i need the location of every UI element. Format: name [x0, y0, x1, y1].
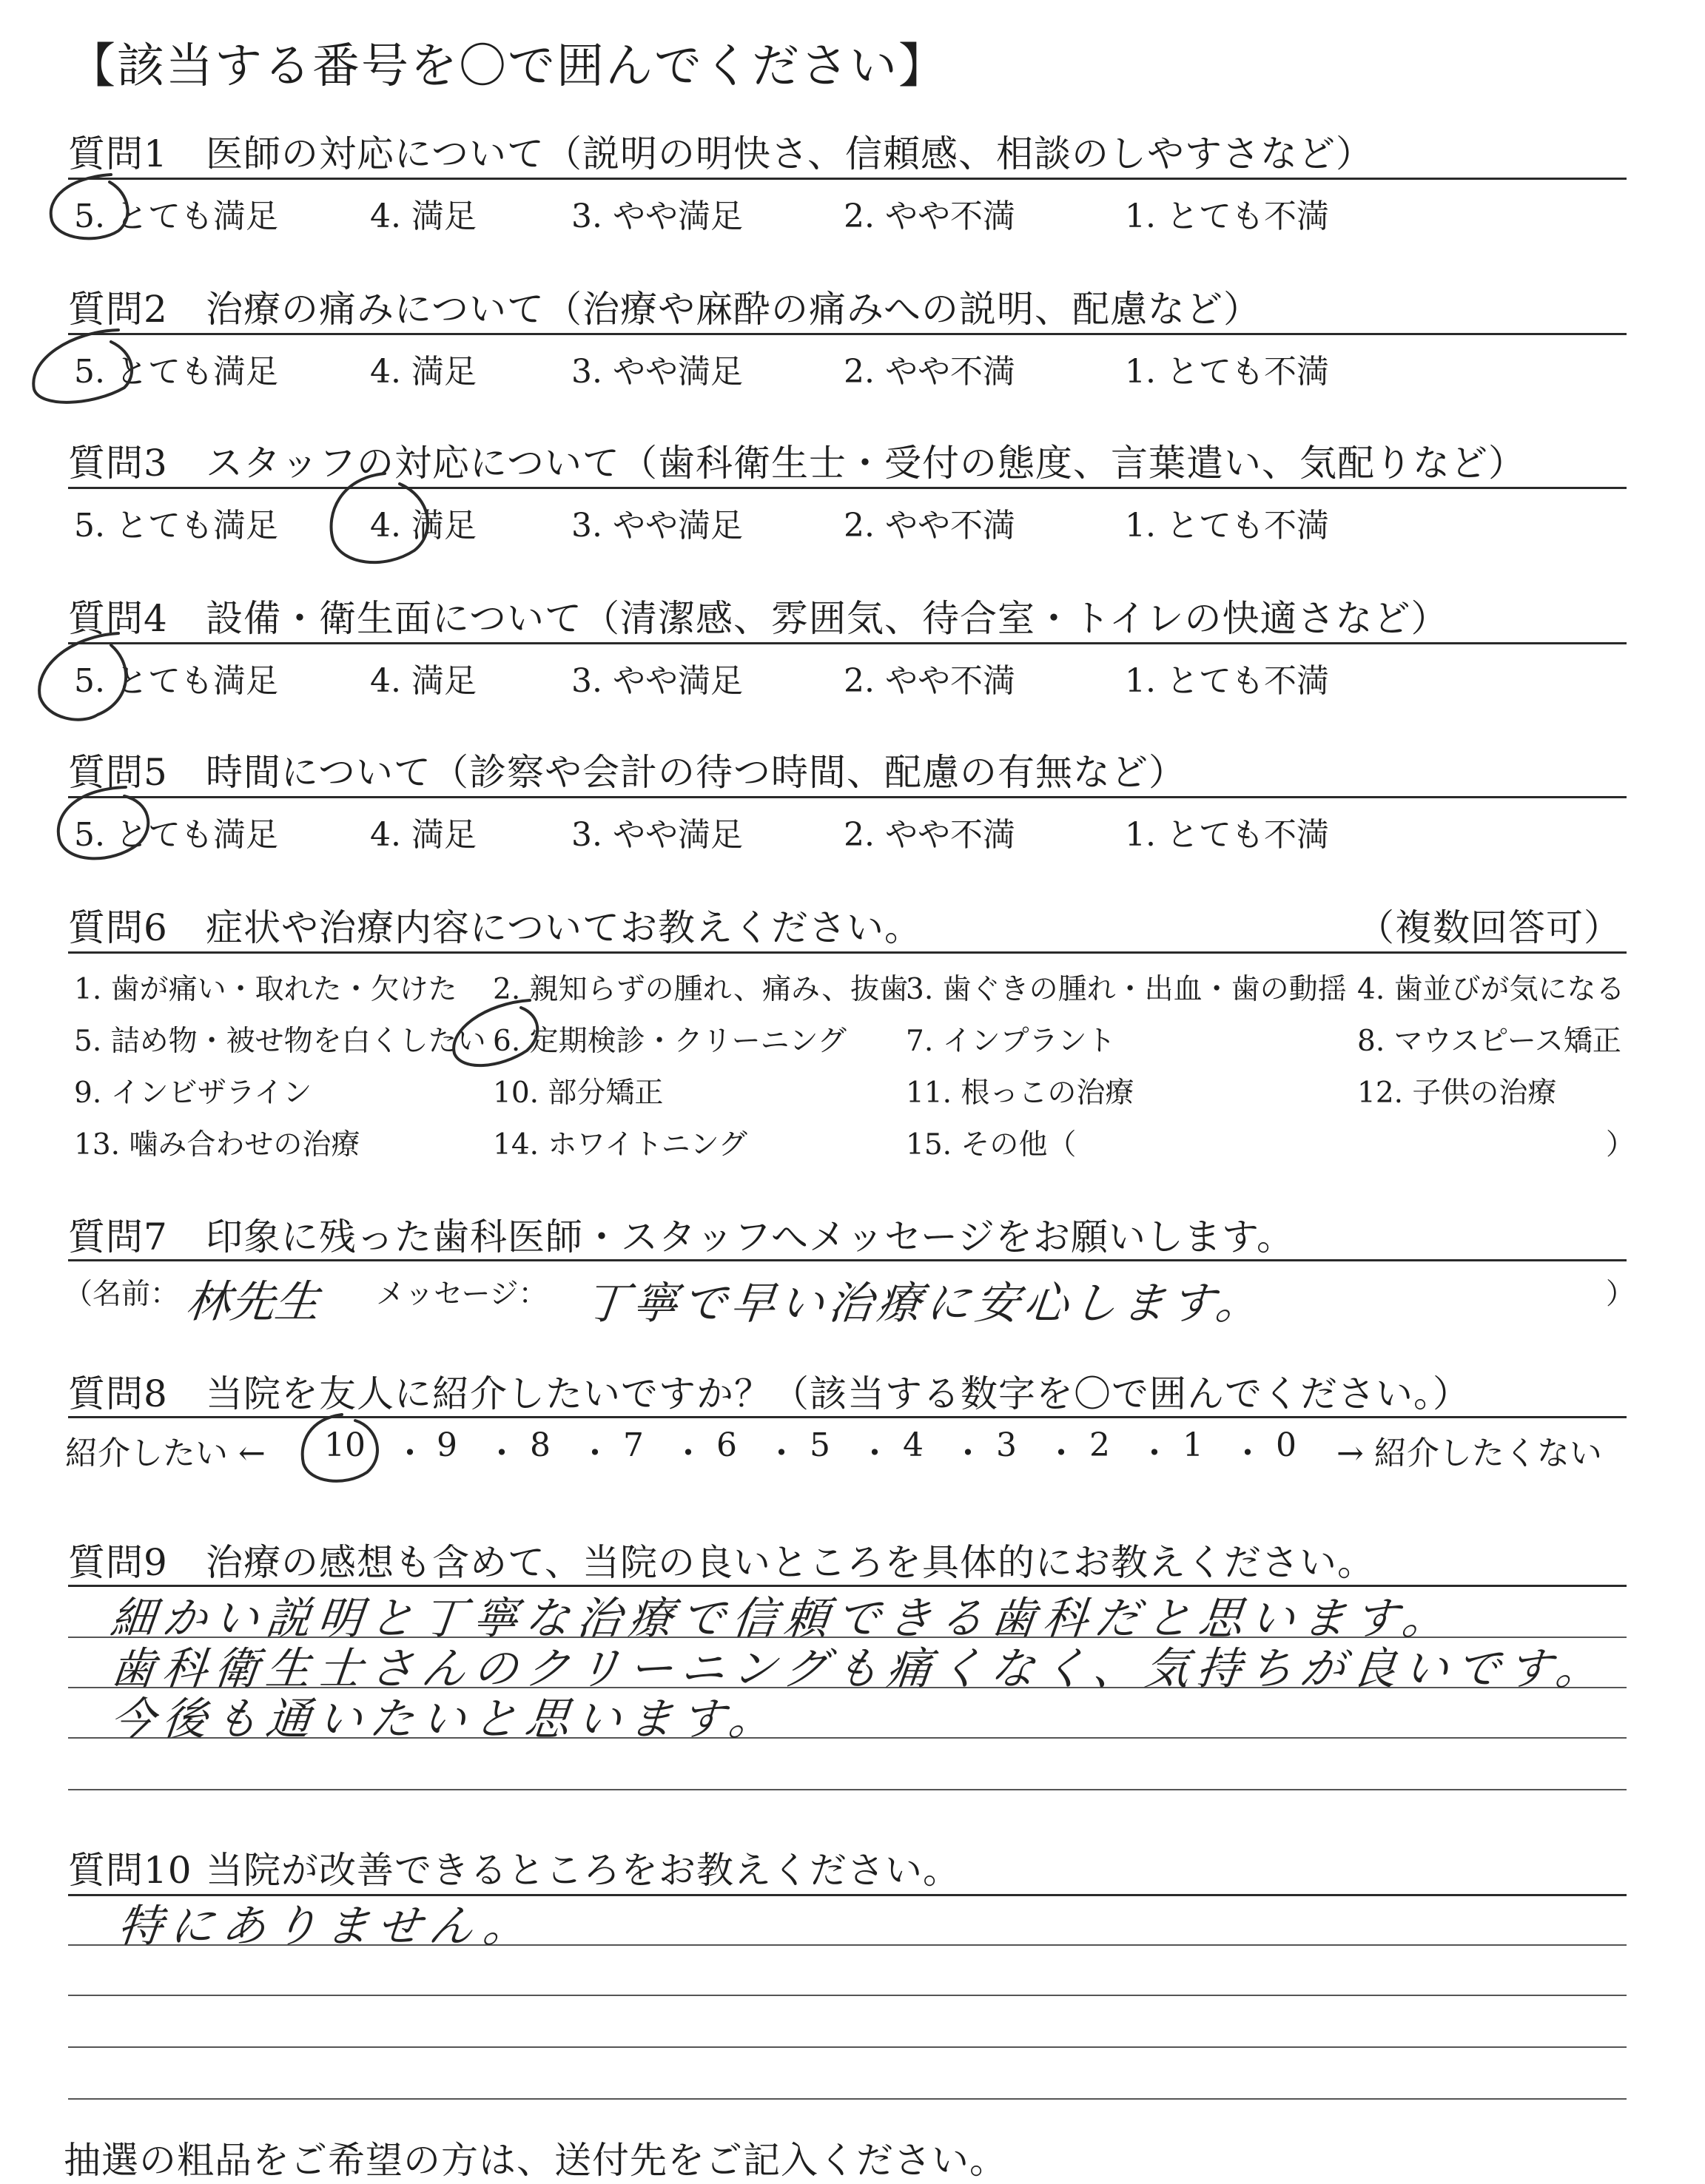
q4-option-3[interactable]: 3. やや満足 [571, 662, 743, 700]
q8-dot: ・ [765, 1435, 798, 1472]
q8-dot: ・ [1045, 1435, 1077, 1472]
q4-option-4[interactable]: 4. 満足 [370, 662, 477, 700]
q5-label: 質問5 [68, 751, 168, 794]
q8-scale-4[interactable]: 4 [903, 1426, 924, 1464]
q9-text: 治療の感想も含めて、当院の良いところを具体的にお教えください。 [206, 1541, 1375, 1584]
q9-label: 質問9 [68, 1541, 168, 1584]
q8-dot: ・ [672, 1435, 704, 1472]
q2-label: 質問2 [68, 288, 168, 331]
q3-selection-circle [332, 473, 428, 562]
q6-option-11[interactable]: 11. 根っこの治療 [906, 1076, 1134, 1110]
q9-answer-line-2[interactable]: 歯科衛生士さんのクリーニングも痛くなく、気持ちが良いです。 [107, 1643, 1610, 1695]
q3-option-4[interactable]: 4. 満足 [370, 507, 477, 545]
q2-option-5[interactable]: 5. とても満足 [74, 353, 278, 391]
q6-option-15[interactable]: 15. その他（ [906, 1128, 1077, 1162]
q5-option-5[interactable]: 5. とても満足 [74, 816, 278, 854]
q4-label: 質問4 [68, 597, 168, 640]
q1-option-4[interactable]: 4. 満足 [370, 198, 477, 235]
q8-dot: ・ [1231, 1435, 1264, 1472]
q1-option-5[interactable]: 5. とても満足 [74, 198, 278, 235]
q6-option-2[interactable]: 2. 親知らずの腫れ、痛み、抜歯 [493, 973, 909, 1006]
q7-name-value[interactable]: 林先生 [183, 1276, 323, 1328]
q3-text: スタッフの対応について（歯科衛生士・受付の態度、言葉遣い、気配りなど） [206, 442, 1526, 485]
q2-option-2[interactable]: 2. やや不満 [844, 353, 1015, 391]
q3-label: 質問3 [68, 442, 168, 485]
q2-option-4[interactable]: 4. 満足 [370, 353, 477, 391]
q4-option-5[interactable]: 5. とても満足 [74, 662, 278, 700]
q8-scale-6[interactable]: 6 [716, 1426, 737, 1464]
q9-answer-line-3[interactable]: 今後も通いたいと思います。 [107, 1693, 784, 1745]
q8-label: 質問8 [68, 1372, 168, 1415]
q7-text: 印象に残った歯科医師・スタッフへメッセージをお願いします。 [206, 1216, 1294, 1258]
q6-option-6-selection-circle [454, 1000, 537, 1065]
q8-dot: ・ [485, 1435, 518, 1472]
q2-text: 治療の痛みについて（治療や麻酔の痛みへの説明、配慮など） [206, 288, 1261, 331]
q8-scale-1[interactable]: 1 [1183, 1426, 1203, 1464]
q8-scale-2[interactable]: 2 [1089, 1426, 1110, 1464]
q8-dot: ・ [952, 1435, 984, 1472]
q6-option-1[interactable]: 1. 歯が痛い・取れた・欠けた [74, 973, 457, 1006]
q8-scale-10[interactable]: 10 [324, 1426, 366, 1464]
q5-option-1[interactable]: 1. とても不満 [1125, 816, 1329, 854]
q8-dot: ・ [579, 1435, 611, 1472]
q7-message-value[interactable]: 丁寧で早い治療に安心します。 [581, 1278, 1268, 1329]
q1-text: 医師の対応について（説明の明快さ、信頼感、相談のしやすさなど） [206, 132, 1373, 175]
q5-option-4[interactable]: 4. 満足 [370, 816, 477, 854]
q1-option-2[interactable]: 2. やや不満 [844, 198, 1015, 235]
q6-option-14[interactable]: 14. ホワイトニング [493, 1128, 747, 1162]
q3-option-2[interactable]: 2. やや不満 [844, 507, 1015, 545]
q9-answer-line-1[interactable]: 細かい説明と丁寧な治療で信頼できる歯科だと思います。 [107, 1593, 1457, 1645]
q6-text: 症状や治療内容についてお教えください。 [206, 906, 922, 949]
q6-option-10[interactable]: 10. 部分矯正 [493, 1076, 664, 1110]
q3-option-5[interactable]: 5. とても満足 [74, 507, 278, 545]
q1-option-1[interactable]: 1. とても不満 [1125, 198, 1329, 235]
q3-option-3[interactable]: 3. やや満足 [571, 507, 743, 545]
q10-text: 当院が改善できるところをお教えください。 [206, 1849, 961, 1892]
q6-option-7[interactable]: 7. インプラント [906, 1025, 1116, 1058]
q8-dot: ・ [1138, 1435, 1171, 1472]
q6-option-12[interactable]: 12. 子供の治療 [1357, 1076, 1557, 1110]
q8-right-label: → 紹介したくない [1336, 1435, 1602, 1472]
footer-cut-text: 抽選の粗品をご希望の方は、送付先をご記入ください。 [64, 2139, 1007, 2182]
q6-option-5[interactable]: 5. 詰め物・被せ物を白くしたい [74, 1025, 486, 1058]
q3-option-1[interactable]: 1. とても不満 [1125, 507, 1329, 545]
q8-dot: ・ [394, 1435, 426, 1472]
q4-option-1[interactable]: 1. とても不満 [1125, 662, 1329, 700]
q4-text: 設備・衛生面について（清潔感、雰囲気、待合室・トイレの快適さなど） [206, 597, 1449, 640]
q6-option-6[interactable]: 6. 定期検診・クリーニング [493, 1025, 847, 1058]
q8-scale-3[interactable]: 3 [996, 1426, 1017, 1464]
q7-message-label: メッセージ： [376, 1278, 548, 1311]
q10-label: 質問10 [68, 1849, 192, 1892]
q8-scale-9[interactable]: 9 [437, 1426, 457, 1464]
q6-option-3[interactable]: 3. 歯ぐきの腫れ・出血・歯の動揺 [906, 973, 1347, 1006]
q6-other-close-paren: ） [1606, 1128, 1635, 1162]
q5-option-3[interactable]: 3. やや満足 [571, 816, 743, 854]
q8-dot: ・ [858, 1435, 891, 1472]
q8-scale-7[interactable]: 7 [623, 1426, 644, 1464]
q6-option-13[interactable]: 13. 噛み合わせの治療 [74, 1128, 360, 1162]
q1-option-3[interactable]: 3. やや満足 [571, 198, 743, 235]
q1-selection-circle [51, 175, 128, 238]
q8-scale-0[interactable]: 0 [1276, 1426, 1297, 1464]
q1-label: 質問1 [68, 132, 168, 175]
q8-left-label: 紹介したい ← [65, 1435, 266, 1472]
q8-scale-10-selection-circle [303, 1415, 377, 1481]
q4-option-2[interactable]: 2. やや不満 [844, 662, 1015, 700]
q2-option-1[interactable]: 1. とても不満 [1125, 353, 1329, 391]
q5-selection-circle [58, 787, 149, 858]
q8-scale-5[interactable]: 5 [810, 1426, 830, 1464]
q6-option-9[interactable]: 9. インビザライン [74, 1076, 312, 1110]
q2-option-3[interactable]: 3. やや満足 [571, 353, 743, 391]
q5-option-2[interactable]: 2. やや不満 [844, 816, 1015, 854]
q6-multiple-note: （複数回答可） [1357, 906, 1621, 949]
form-title: 【該当する番号を〇で囲んでください】 [68, 39, 947, 94]
q7-close-paren: ） [1606, 1278, 1635, 1311]
q8-text: 当院を友人に紹介したいですか？（該当する数字を〇で囲んでください。） [206, 1372, 1470, 1415]
q7-name-label: （名前： [64, 1278, 180, 1311]
q4-selection-circle [39, 633, 126, 720]
q7-label: 質問7 [68, 1216, 168, 1258]
q2-selection-circle [33, 330, 132, 402]
q5-text: 時間について（診察や会計の待つ時間、配慮の有無など） [206, 751, 1186, 794]
q6-label: 質問6 [68, 906, 168, 949]
q8-scale-8[interactable]: 8 [530, 1426, 551, 1464]
q6-option-8[interactable]: 8. マウスピース矯正 [1357, 1025, 1621, 1058]
q6-option-4[interactable]: 4. 歯並びが気になる [1357, 973, 1625, 1006]
q10-answer-line-1[interactable]: 特にありません。 [115, 1901, 538, 1952]
